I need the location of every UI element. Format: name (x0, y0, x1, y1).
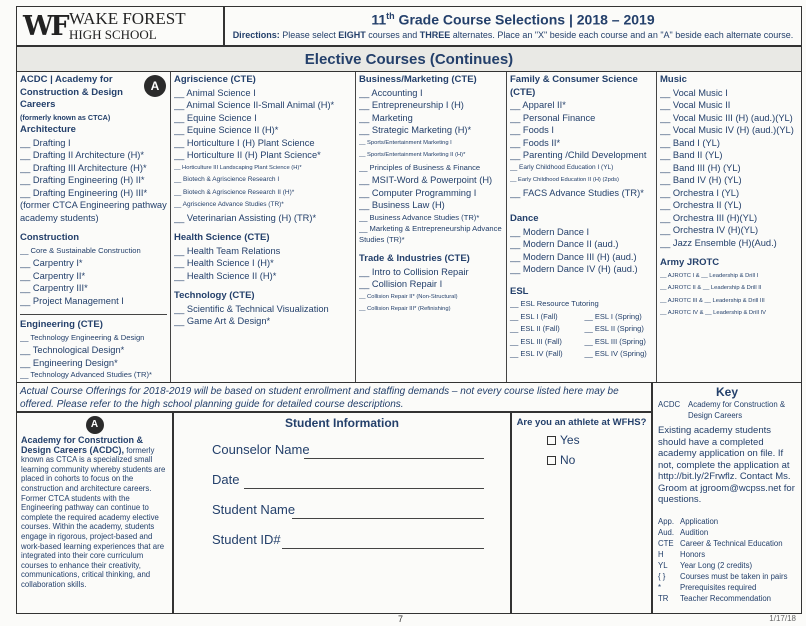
course-item[interactable]: __ Business Law (H) (359, 200, 445, 210)
counselor-label: Counselor Name (212, 442, 310, 457)
student-name-label: Student Name (212, 502, 296, 517)
column-family-consumer (507, 72, 657, 382)
course-item[interactable]: __ Foods I (510, 125, 554, 135)
course-item[interactable]: __ Drafting I (20, 137, 71, 148)
course-item[interactable]: __ Band IV (H) (YL) (660, 175, 742, 185)
key-title: Key (715, 385, 738, 399)
course-item[interactable]: __ AJROTC IV & __ Leadership & Drill IV (660, 310, 766, 316)
key-legend (652, 382, 802, 614)
course-item[interactable]: __ Health Team Relations (174, 245, 281, 256)
course-item[interactable]: __ Orchestra I (YL) (660, 187, 740, 198)
course-item[interactable]: __ Principles of Business & Finance (359, 162, 481, 172)
esl-heading: ESL (510, 285, 529, 297)
agriscience-heading: Agriscience (CTE) (174, 74, 256, 85)
course-item[interactable]: __ Carpentry I* (20, 258, 83, 268)
course-item[interactable]: __ Collision Repair I (359, 279, 443, 289)
course-item[interactable]: __ Biotech & Agriscience Research II (H)* (174, 188, 295, 196)
architecture-heading: Architecture (20, 124, 76, 135)
acdc-note: (formerly known as CTCA) (20, 112, 111, 122)
column-agriscience (171, 72, 356, 382)
course-item[interactable]: __ ESL Resource Tutoring (510, 299, 599, 308)
academy-logo-icon: A (86, 416, 104, 434)
course-item[interactable]: __ Parenting /Child Development (510, 150, 647, 160)
key-row: { } Courses must be taken in pairs (658, 571, 788, 581)
course-item[interactable]: __ Sports/Entertainment Marketing I (359, 139, 452, 146)
course-item[interactable]: __ Engineering Design* (20, 357, 118, 368)
course-item[interactable]: __ Core & Sustainable Construction (20, 245, 141, 255)
course-item[interactable]: __ Drafting II Architecture (H)* (20, 150, 145, 160)
athlete-question (511, 412, 652, 614)
student-name-field[interactable] (292, 518, 484, 519)
course-item[interactable]: __ Band III (H) (YL) (660, 162, 741, 173)
athlete-yes-option[interactable]: Yes (547, 433, 580, 447)
engineering-heading: Engineering (CTE) (20, 319, 103, 330)
student-information (173, 412, 511, 614)
course-item[interactable]: __ Animal Science II-Small Animal (H)* (174, 100, 335, 110)
academy-description (16, 412, 173, 614)
school-subtitle: HIGH SCHOOL (69, 27, 157, 42)
course-item[interactable]: __ Orchestra IV (H)(YL) (660, 225, 759, 235)
course-item[interactable]: __ Horticulture III Landscaping Plant Science (H)* (174, 164, 302, 171)
course-item[interactable]: __ Equine Science II (H)* (174, 125, 279, 135)
acdc-heading: ACDC | Academy for Construction & Design Careers (20, 74, 123, 110)
academy-title: Academy for Construction & Design Careers (ACDC), (21, 435, 144, 455)
student-id-field[interactable] (282, 548, 484, 549)
academy-application-note: Existing academy students should have a completed academy application on file. If not, complete the application at http://bit.ly/2Frwflz. Contact Ms. Groom at jgroom@wcpss.net for questions. (658, 425, 795, 505)
course-item[interactable]: __ Drafting Engineering (H) II* (20, 175, 145, 185)
esl-row: __ ESL I (Fall) __ ESL I (Spring) (510, 311, 642, 321)
trade-heading: Trade & Industries (CTE) (359, 253, 470, 264)
course-item[interactable]: __ Intro to Collision Repair (359, 266, 469, 277)
counselor-field[interactable] (304, 458, 484, 459)
course-item[interactable]: __ Health Science I (H)* (174, 258, 274, 268)
student-id-label: Student ID# (212, 532, 281, 547)
course-item[interactable]: __ Carpentry II* (20, 270, 86, 281)
course-item[interactable]: __ Modern Dance IV (H) (aud.) (510, 264, 638, 274)
course-item[interactable]: __ Strategic Marketing (H)* (359, 125, 472, 135)
key-row: H Honors (658, 549, 706, 559)
course-item[interactable]: __ Drafting Engineering (H) III* (20, 187, 148, 198)
course-item[interactable]: __ Drafting III Architecture (H)* (20, 162, 147, 173)
key-row: TR Teacher Recommendation (658, 593, 772, 603)
key-row: * Prerequisites required (658, 582, 757, 592)
course-selection-sheet (16, 6, 794, 614)
course-item[interactable]: __ Jazz Ensemble (H)(Aud.) (660, 237, 777, 248)
course-item[interactable]: __ Marketing (359, 112, 413, 123)
course-item[interactable]: __ Modern Dance I (510, 226, 590, 237)
page-number: 7 (398, 614, 404, 624)
wf-logo-mark: WF (23, 11, 67, 42)
course-item[interactable]: __ Collision Repair III* (Refinishing) (359, 306, 451, 312)
course-item[interactable]: __ Vocal Music I (660, 87, 728, 98)
page-title: 11th Grade Course Selections | 2018 – 2019 (371, 11, 655, 28)
course-item[interactable]: __ Modern Dance II (aud.) (510, 239, 619, 249)
course-item[interactable]: __ Agriscience Advance Studies (TR)* (174, 201, 284, 208)
course-item[interactable]: __ Animal Science I (174, 87, 256, 98)
key-row: CTE Career & Technical Education (658, 538, 783, 548)
course-item[interactable]: __ Vocal Music IV (H) (aud.)(YL) (660, 125, 794, 135)
course-item[interactable]: __ Technological Design* (20, 345, 125, 355)
course-item[interactable]: __ AJROTC I & __ Leadership & Drill I (660, 272, 759, 279)
date-field[interactable] (244, 488, 484, 489)
course-item[interactable]: __ Vocal Music II (660, 100, 731, 110)
title-block (224, 6, 802, 46)
course-item[interactable]: __ Veterinarian Assisting (H) (TR)* (174, 212, 317, 223)
course-item[interactable]: __ Marketing & Entrepreneurship Advance Studies (TR)* (359, 224, 502, 244)
key-row: Aud. Audition (658, 527, 709, 537)
course-item[interactable]: __ Health Science II (H)* (174, 270, 277, 281)
course-item[interactable]: __ Orchestra III (H)(YL) (660, 212, 758, 223)
section-title: Elective Courses (Continues) (304, 51, 514, 68)
business-heading: Business/Marketing (CTE) (359, 74, 477, 85)
offerings-disclaimer: Actual Course Offerings for 2018-2019 will be based on student enrollment and staffing demands – not every course listed here may be offered. Please refer to the high school planning guide for detailed course descriptions. (16, 382, 652, 412)
course-item[interactable]: __ Accounting I (359, 87, 423, 98)
key-row: YL Year Long (2 credits) (658, 560, 753, 570)
school-name: WAKE FOREST (69, 9, 186, 28)
course-item[interactable]: __ Early Childhood Education I (YL) (510, 163, 614, 171)
athlete-question-label: Are you an athlete at WFHS? (516, 417, 647, 428)
course-item[interactable]: __ Game Art & Design* (174, 316, 271, 326)
checkbox-icon[interactable] (547, 456, 556, 465)
course-item[interactable]: __ Business Advance Studies (TR)* (359, 212, 480, 222)
course-item[interactable]: __ Modern Dance III (H) (aud.) (510, 251, 637, 262)
course-item[interactable]: __ Band II (YL) (660, 150, 723, 160)
student-info-title: Student Information (285, 416, 399, 430)
course-item[interactable]: __ Carpentry III* (20, 283, 88, 293)
checkbox-icon[interactable] (547, 436, 556, 445)
course-item[interactable]: __ Apparel II* (510, 100, 566, 110)
construction-heading: Construction (20, 232, 80, 243)
course-item[interactable]: __ Scientific & Technical Visualization (174, 303, 329, 314)
technology-heading: Technology (CTE) (174, 290, 255, 301)
jrotc-heading: Army JROTC (660, 257, 720, 268)
section-title-bar (16, 46, 802, 72)
athlete-no-option[interactable]: No (547, 453, 575, 467)
course-item[interactable]: __ Project Management I (20, 295, 124, 306)
course-item[interactable]: __ MSIT-Word & Powerpoint (H) (359, 175, 493, 185)
course-item[interactable]: __ Horticulture I (H) Plant Science (174, 137, 315, 148)
course-item[interactable]: __ FACS Advance Studies (TR)* (510, 187, 644, 198)
course-item[interactable]: __ Personal Finance (510, 112, 596, 123)
former-ctca-note: (former CTCA Engineering pathway academy students) (20, 200, 167, 223)
revision-date: 1/17/18 (769, 614, 796, 623)
dance-heading: Dance (510, 213, 539, 224)
column-acdc (16, 72, 171, 382)
esl-row: __ ESL II (Fall) __ ESL II (Spring) (510, 324, 644, 333)
column-business (356, 72, 507, 382)
course-item[interactable]: __ Early Childhood Education II (H) (2pds) (510, 177, 619, 183)
course-item[interactable]: __ Technology Engineering & Design (20, 332, 145, 342)
course-item[interactable]: __ Collision Repair II* (Non-Structural) (359, 293, 458, 300)
music-heading: Music (660, 74, 687, 85)
school-logo-block (16, 6, 224, 46)
course-item[interactable]: __ Foods II* (510, 137, 561, 148)
esl-row: __ ESL III (Fall) __ ESL III (Spring) (510, 336, 646, 346)
esl-row: __ ESL IV (Fall) __ ESL IV (Spring) (510, 349, 647, 358)
course-item[interactable]: __ Biotech & Agriscience Research I (174, 176, 280, 183)
health-science-heading: Health Science (CTE) (174, 232, 270, 243)
course-item[interactable]: __ Computer Programming I (359, 187, 477, 198)
course-item[interactable]: __ Band I (YL) (660, 137, 720, 148)
academy-body: formerly known as CTCA is a specialized small learning community whereby students are placed in cohorts to focus on the construction and architecture careers. Former CTCA students with the Engineering pathway can continue to complete the required academy elective courses. Within the academy, students engage in rigorous, project-based and work-based learning experiences that are integrated into their core curriculum courses to enhance their creativity, communications, critical thinking, and collaboration skills. (21, 445, 166, 589)
course-item[interactable]: __ AJROTC II & __ Leadership & Drill II (660, 285, 762, 291)
academy-logo-icon: A (144, 75, 166, 97)
key-acdc-row: ACDC Academy for Construction & Design Careers (658, 400, 786, 420)
date-label: Date (212, 472, 240, 487)
course-item[interactable]: __ Horticulture II (H) Plant Science* (174, 150, 321, 160)
directions-text: Directions: Please select EIGHT courses and THREE alternates. Place an "X" beside each course and an "A" beside each alternate course. (232, 30, 794, 40)
facs-heading: Family & Consumer Science (CTE) (510, 74, 638, 98)
course-item[interactable]: __ Technology Advanced Studies (TR)* (20, 370, 152, 379)
course-item[interactable]: __ AJROTC III & __ Leadership & Drill III (660, 297, 765, 304)
course-item[interactable]: __ Sports/Entertainment Marketing II (H)* (359, 152, 466, 158)
course-item[interactable]: __ Equine Science I (174, 112, 257, 123)
key-row: App. Application (658, 516, 719, 526)
course-item[interactable]: __ Vocal Music III (H) (aud.)(YL) (660, 112, 793, 123)
course-item[interactable]: __ Entrepreneurship I (H) (359, 100, 464, 110)
course-item[interactable]: __ Orchestra II (YL) (660, 200, 742, 210)
column-music (657, 72, 802, 382)
